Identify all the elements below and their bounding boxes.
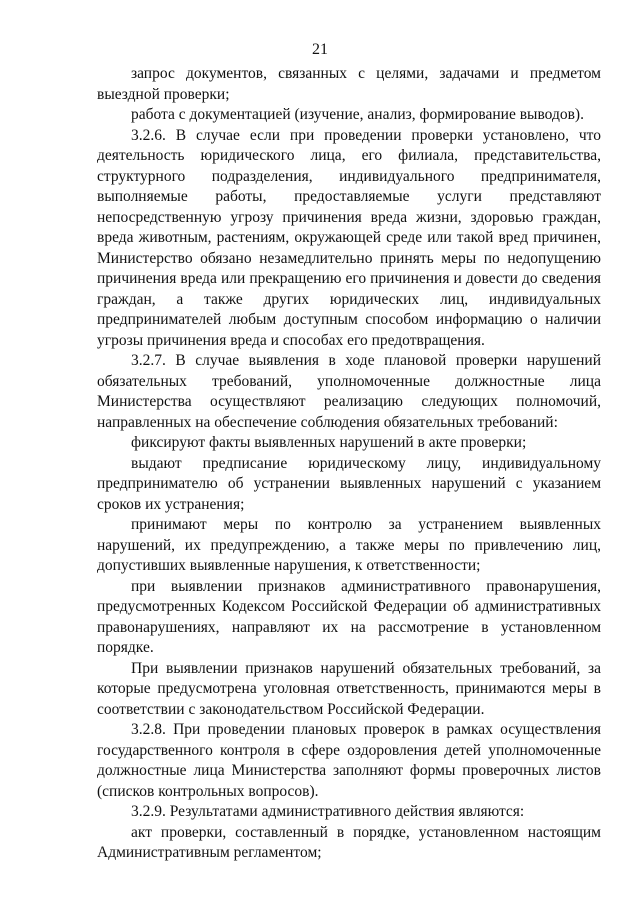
page-number: 21 xyxy=(312,41,328,58)
body-text xyxy=(97,64,601,864)
paragraph-1: запрос документов, связанных с целями, задачами и предметом выездной проверки; xyxy=(97,65,601,103)
paragraph-8: при выявлении признаков административного правонарушения, предусмотренных Кодексом Российской Федерации об административных правонарушениях, направляют их на рассмотрение в установленном порядке. xyxy=(97,577,601,656)
paragraph-7: принимают меры по контролю за устранением выявленных нарушений, их предупреждению, а также меры по привлечению лиц, допустивших выявленные нарушения, к ответственности; xyxy=(97,516,601,574)
paragraph-9: При выявлении признаков нарушений обязательных требований, за которые предусмотрена уголовная ответственность, принимаются меры в соответствии с законодательством Российской Федерации. xyxy=(97,659,601,718)
paragraph-3-2-9: 3.2.9. Результатами административного действия являются: xyxy=(131,803,525,820)
paragraph-6: выдают предписание юридическому лицу, индивидуальному предпринимателю об устранении выявленных нарушений с указанием сроков их устранения; xyxy=(97,454,601,513)
paragraph-3-2-7: 3.2.7. В случае выявления в ходе плановой проверки нарушений обязательных требований, уполномоченные должностные лица Министерства осуществляют реализацию следующих полномочий, направленных на обеспечение соблюдения обязательных требований: xyxy=(97,352,601,431)
paragraph-3-2-8: 3.2.8. При проведении плановых проверок в рамках осуществления государственного контроля в сфере оздоровления детей уполномоченные должностные лица Министерства заполняют формы проверочных листов (списков контрольных вопросов). xyxy=(97,721,601,800)
paragraph-5: фиксируют факты выявленных нарушений в акте проверки; xyxy=(131,434,527,451)
paragraph-12: акт проверки, составленный в порядке, установленном настоящим Административным регламентом; xyxy=(97,823,601,861)
paragraph-3-2-6: 3.2.6. В случае если при проведении проверки установлено, что деятельность юридического лица, его филиала, представительства, структурного подразделения, индивидуального предпринимателя, выполняемые работы, предоставляемые услуги представляют непосредственную угрозу причинения вреда жизни, здоровью граждан, вреда животным, растениям, окружающей среде или такой вред причинен, Министерство обязано незамедлительно принять меры по недопущению причинения вреда или прекращению его причинения и довести до сведения граждан, а также других юридических лиц, индивидуальных предпринимателей любым доступным способом информацию о наличии угрозы причинения вреда и способах его предотвращения. xyxy=(97,126,601,349)
paragraph-2: работа с документацией (изучение, анализ, формирование выводов). xyxy=(131,106,584,123)
